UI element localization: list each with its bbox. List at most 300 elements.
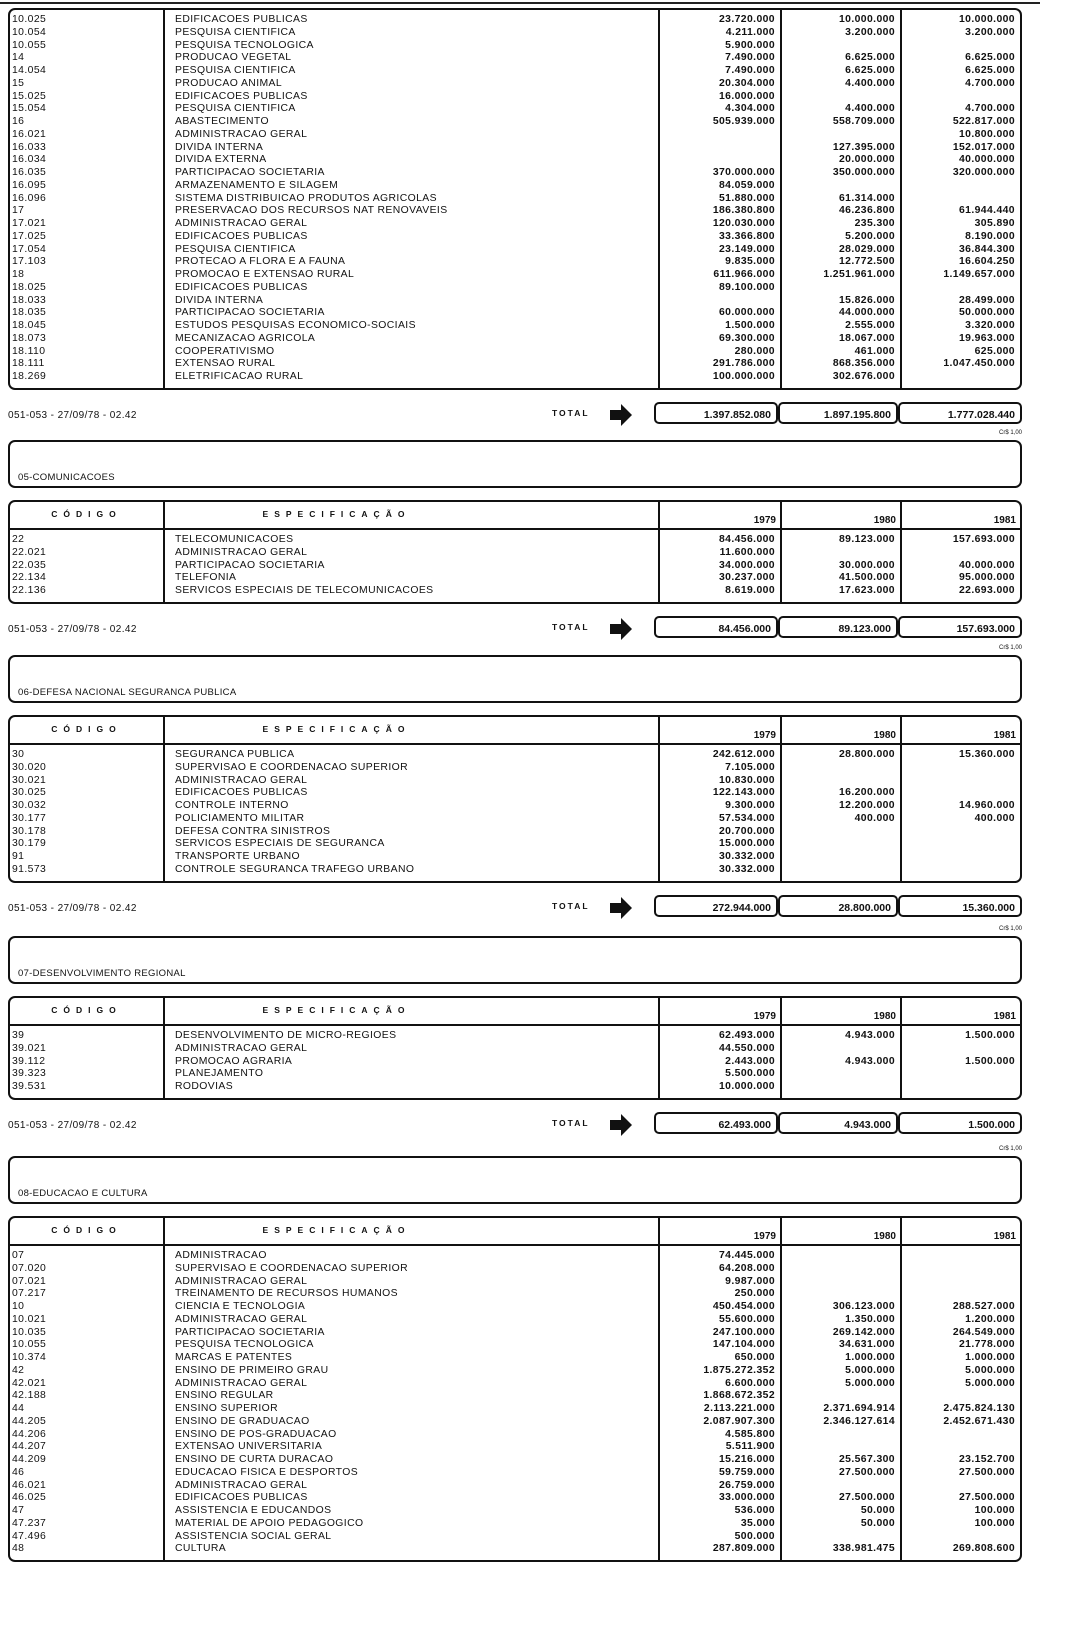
- column-especificacao: [163, 1246, 658, 1560]
- row-value: [782, 1288, 895, 1301]
- total-value: 89.123.000: [778, 616, 898, 638]
- row-value: 30.332.000: [718, 851, 775, 862]
- row-value: 1.047.450.000: [943, 358, 1015, 370]
- header-especificacao: [163, 502, 658, 530]
- row-specification: PESQUISA CIENTIFICA: [175, 243, 296, 255]
- row-value: 4.211.000: [725, 26, 775, 38]
- header-codigo-label: CÓDIGO: [51, 1005, 122, 1015]
- header-year-label: 1981: [993, 1231, 1016, 1242]
- row-code: 14.054: [12, 65, 47, 76]
- row-value: 4.585.800: [725, 1428, 775, 1440]
- print-stamp: 051-053 - 27/09/78 - 02.42: [8, 1119, 137, 1131]
- total-row: [8, 895, 1022, 921]
- row-code: 16.021: [12, 128, 47, 140]
- section-continuation: [8, 8, 1022, 428]
- row-specification: EDUCACAO FISICA E DESPORTOS: [175, 1466, 359, 1478]
- row-value: [782, 762, 895, 775]
- row-specification: MECANIZACAO AGRICOLA: [175, 332, 316, 344]
- header-year: [900, 717, 1020, 745]
- section-heading: [8, 936, 1022, 984]
- row-value: 34.631.000: [838, 1339, 895, 1351]
- row-specification: ELETRIFICACAO RURAL: [175, 371, 304, 382]
- row-specification: TELEFONIA: [175, 572, 237, 584]
- column-1979: [658, 10, 780, 388]
- header-especificacao: [163, 717, 658, 745]
- row-value: [902, 851, 1015, 864]
- row-value: 868.356.000: [832, 358, 895, 370]
- column-1981: [900, 745, 1020, 881]
- header-codigo-label: CÓDIGO: [51, 1225, 122, 1235]
- row-code: 18.045: [12, 320, 47, 331]
- row-code: 42: [12, 1364, 25, 1376]
- row-value: 95.000.000: [958, 572, 1015, 584]
- header-year: [658, 717, 780, 745]
- row-value: 611.966.000: [713, 269, 775, 280]
- column-1981: [900, 10, 1020, 388]
- header-year-label: 1980: [873, 1011, 896, 1022]
- row-specification: CONTROLE SEGURANCA TRAFEGO URBANO: [175, 863, 415, 875]
- row-code: 47: [12, 1505, 25, 1516]
- row-value: [902, 1081, 1015, 1094]
- row-value: 14.960.000: [958, 800, 1015, 811]
- row-value: 8.190.000: [965, 230, 1015, 242]
- row-value: [782, 1250, 895, 1263]
- header-year-label: 1979: [753, 1011, 776, 1022]
- row-value: 122.143.000: [712, 787, 775, 799]
- row-specification: ADMINISTRACAO GERAL: [175, 1275, 308, 1287]
- row-specification: EXTENSAO RURAL: [175, 358, 276, 370]
- row-code: 10.035: [12, 1326, 47, 1338]
- row-value: 505.939.000: [712, 116, 775, 127]
- row-value: 41.500.000: [838, 572, 895, 584]
- row-value: 6.625.000: [965, 52, 1015, 64]
- header-especificacao-label: ESPECIFICAÇÃO: [262, 1225, 411, 1235]
- data-table: [8, 8, 1022, 390]
- row-value: 2.475.824.130: [943, 1403, 1015, 1414]
- total-label: TOTAL: [552, 407, 590, 418]
- row-value: 2.346.127.614: [823, 1415, 895, 1427]
- row-value: [902, 1068, 1015, 1081]
- row-value: 6.625.000: [965, 65, 1015, 76]
- total-value: 84.456.000: [654, 616, 778, 638]
- row-value: 89.123.000: [838, 534, 895, 545]
- row-value: 450.454.000: [712, 1301, 775, 1312]
- top-rule: [0, 2, 1040, 4]
- header-codigo-label: CÓDIGO: [51, 509, 122, 519]
- header-especificacao: [163, 998, 658, 1026]
- row-value: 5.900.000: [725, 39, 775, 51]
- total-value: 62.493.000: [654, 1112, 778, 1134]
- row-value: 4.943.000: [845, 1030, 895, 1041]
- row-value: 2.113.221.000: [703, 1403, 775, 1414]
- row-specification: EDIFICACOES PUBLICAS: [175, 281, 308, 293]
- header-codigo-label: CÓDIGO: [51, 724, 122, 734]
- row-specification: MATERIAL DE APOIO PEDAGOGICO: [175, 1517, 364, 1529]
- row-value: [902, 180, 1015, 193]
- total-label: TOTAL: [552, 900, 590, 911]
- row-code: 39: [12, 1030, 25, 1041]
- row-value: [782, 1390, 895, 1403]
- row-value: 20.304.000: [718, 77, 775, 89]
- row-code: 17.021: [12, 218, 47, 229]
- row-value: 16.604.250: [958, 256, 1015, 268]
- row-code: 17.025: [12, 230, 47, 242]
- row-value: 5.000.000: [845, 1377, 895, 1389]
- row-specification: TREINAMENTO DE RECURSOS HUMANOS: [175, 1288, 398, 1300]
- row-value: 27.500.000: [838, 1466, 895, 1478]
- row-value: 50.000.000: [958, 307, 1015, 319]
- row-value: 2.452.671.430: [943, 1415, 1015, 1427]
- column-1980: [780, 1246, 900, 1560]
- row-code: 16.095: [12, 179, 47, 191]
- row-value: 625.000: [974, 345, 1015, 357]
- row-value: 400.000: [974, 812, 1015, 824]
- row-specification: SERVICOS ESPECIAIS DE TELECOMUNICACOES: [175, 585, 434, 596]
- row-specification: EDIFICACOES PUBLICAS: [175, 230, 308, 242]
- header-especificacao-label: ESPECIFICAÇÃO: [262, 724, 411, 734]
- row-specification: CIENCIA E TECNOLOGIA: [175, 1301, 306, 1312]
- row-code: 16: [12, 116, 25, 127]
- row-value: 1.251.961.000: [823, 269, 895, 280]
- row-code: 07.217: [12, 1288, 47, 1300]
- row-value: 1.868.672.352: [703, 1390, 775, 1402]
- row-value: [782, 1081, 895, 1094]
- row-specification: POLICIAMENTO MILITAR: [175, 812, 305, 824]
- row-value: 1.000.000: [845, 1352, 895, 1363]
- row-value: 2.555.000: [845, 320, 895, 331]
- row-specification: ENSINO DE CURTA DURACAO: [175, 1454, 334, 1465]
- unit-label: Cr$ 1,00: [998, 645, 1022, 651]
- section-title: 05-COMUNICACOES: [18, 472, 115, 483]
- row-value: 6.625.000: [845, 65, 895, 76]
- row-specification: EDIFICACOES PUBLICAS: [175, 1492, 308, 1504]
- row-value: 9.835.000: [725, 256, 775, 268]
- row-value: [660, 154, 775, 167]
- total-value: 15.360.000: [898, 895, 1022, 917]
- row-specification: EDIFICACOES PUBLICAS: [175, 90, 308, 102]
- column-1980: [780, 1026, 900, 1098]
- row-value: 302.676.000: [832, 371, 895, 382]
- section-heading: [8, 440, 1022, 488]
- row-value: 16.000.000: [718, 90, 775, 102]
- row-specification: DESENVOLVIMENTO DE MICRO-REGIOES: [175, 1030, 397, 1041]
- row-code: 30.177: [12, 812, 47, 824]
- header-year: [900, 998, 1020, 1026]
- header-year: [658, 502, 780, 530]
- column-1979: [658, 1026, 780, 1098]
- row-value: 320.000.000: [952, 167, 1015, 178]
- row-code: 10.025: [12, 14, 47, 25]
- row-value: [902, 1480, 1015, 1493]
- row-value: 461.000: [854, 345, 895, 357]
- row-value: 1.500.000: [725, 320, 775, 331]
- row-code: 17.103: [12, 256, 47, 268]
- header-year-label: 1981: [993, 1011, 1016, 1022]
- row-value: [902, 1531, 1015, 1544]
- row-code: 18.033: [12, 294, 47, 306]
- row-value: [902, 826, 1015, 839]
- column-codigo: [10, 1246, 163, 1560]
- row-specification: CONTROLE INTERNO: [175, 800, 289, 811]
- section-comunicacoes: [8, 430, 1022, 642]
- row-value: [782, 1480, 895, 1493]
- header-year-label: 1980: [873, 1231, 896, 1242]
- header-codigo: [10, 998, 163, 1026]
- row-specification: ABASTECIMENTO: [175, 116, 269, 127]
- row-specification: ARMAZENAMENTO E SILAGEM: [175, 179, 339, 191]
- total-value: 4.943.000: [778, 1112, 898, 1134]
- total-value: 157.693.000: [898, 616, 1022, 638]
- row-value: 12.772.500: [838, 256, 895, 268]
- total-row: [8, 616, 1022, 642]
- row-value: [902, 193, 1015, 206]
- row-value: 7.490.000: [725, 52, 775, 64]
- row-value: 15.360.000: [958, 749, 1015, 760]
- row-value: 1.350.000: [845, 1313, 895, 1325]
- row-code: 22.134: [12, 572, 47, 584]
- row-value: 27.500.000: [958, 1466, 1015, 1478]
- row-value: 10.000.000: [958, 14, 1015, 25]
- row-value: 147.104.000: [712, 1339, 775, 1351]
- row-specification: PRESERVACAO DOS RECURSOS NAT RENOVAVEIS: [175, 205, 448, 217]
- column-1981: [900, 530, 1020, 602]
- row-specification: DIVIDA INTERNA: [175, 141, 264, 153]
- row-specification: ADMINISTRACAO GERAL: [175, 774, 308, 786]
- row-specification: TELECOMUNICACOES: [175, 534, 294, 545]
- row-value: 305.890: [974, 218, 1015, 229]
- row-code: 07: [12, 1250, 25, 1261]
- row-value: 15.216.000: [718, 1454, 775, 1465]
- row-specification: ADMINISTRACAO GERAL: [175, 1479, 308, 1491]
- row-specification: PRODUCAO ANIMAL: [175, 77, 283, 89]
- header-year-label: 1980: [873, 730, 896, 741]
- row-value: 3.200.000: [965, 26, 1015, 38]
- header-year: [780, 502, 900, 530]
- row-value: 50.000: [860, 1517, 895, 1529]
- row-value: 34.000.000: [718, 559, 775, 571]
- total-label: TOTAL: [552, 621, 590, 632]
- row-specification: PARTICIPACAO SOCIETARIA: [175, 559, 325, 571]
- row-code: 44.209: [12, 1454, 47, 1465]
- row-value: 40.000.000: [958, 154, 1015, 166]
- row-value: 338.981.475: [832, 1543, 895, 1555]
- row-value: 20.700.000: [718, 825, 775, 837]
- row-value: [902, 40, 1015, 53]
- row-code: 15.054: [12, 103, 47, 115]
- column-codigo: [10, 1026, 163, 1098]
- row-specification: ENSINO REGULAR: [175, 1390, 274, 1402]
- row-value: 127.395.000: [832, 141, 895, 153]
- row-specification: SISTEMA DISTRIBUICAO PRODUTOS AGRICOLAS: [175, 192, 437, 204]
- row-value: 4.700.000: [965, 77, 1015, 89]
- row-value: 4.400.000: [845, 77, 895, 89]
- row-value: [782, 40, 895, 53]
- row-value: 27.500.000: [958, 1492, 1015, 1504]
- row-value: 7.105.000: [725, 761, 775, 773]
- row-code: 14: [12, 52, 25, 64]
- data-table: [8, 500, 1022, 604]
- print-stamp: 051-053 - 27/09/78 - 02.42: [8, 623, 137, 635]
- section-title: 07-DESENVOLVIMENTO REGIONAL: [18, 968, 186, 979]
- row-value: 62.493.000: [718, 1030, 775, 1041]
- row-value: 100.000.000: [712, 371, 775, 382]
- row-value: [902, 1250, 1015, 1263]
- row-value: 1.000.000: [965, 1352, 1015, 1363]
- row-specification: SUPERVISAO E COORDENACAO SUPERIOR: [175, 761, 408, 773]
- row-specification: ENSINO DE GRADUACAO: [175, 1415, 310, 1427]
- column-especificacao: [163, 530, 658, 602]
- row-code: 16.035: [12, 167, 47, 178]
- row-code: 16.033: [12, 141, 47, 153]
- unit-label: Cr$ 1,00: [998, 430, 1022, 436]
- row-specification: ENSINO DE POS-GRADUACAO: [175, 1428, 337, 1440]
- row-value: 74.445.000: [718, 1250, 775, 1261]
- row-code: 16.096: [12, 192, 47, 204]
- row-value: 61.944.440: [958, 205, 1015, 217]
- section-title: 06-DEFESA NACIONAL SEGURANCA PUBLICA: [18, 687, 237, 698]
- section-title: 08-EDUCACAO E CULTURA: [18, 1188, 148, 1199]
- row-value: 247.100.000: [712, 1326, 775, 1338]
- unit-label: Cr$ 1,00: [998, 1146, 1022, 1152]
- column-especificacao: [163, 1026, 658, 1098]
- row-specification: ADMINISTRACAO GERAL: [175, 128, 308, 140]
- total-value: 1.397.852.080: [654, 402, 778, 424]
- row-code: 18.110: [12, 345, 46, 357]
- column-especificacao: [163, 10, 658, 388]
- row-specification: PARTICIPACAO SOCIETARIA: [175, 1326, 325, 1338]
- row-value: 400.000: [854, 812, 895, 824]
- header-especificacao: [163, 1218, 658, 1246]
- total-value: 1.500.000: [898, 1112, 1022, 1134]
- row-code: 10.374: [12, 1352, 47, 1363]
- row-value: [782, 1263, 895, 1276]
- row-value: 5.511.900: [725, 1441, 775, 1453]
- row-specification: CULTURA: [175, 1543, 227, 1555]
- row-specification: ADMINISTRACAO: [175, 1250, 267, 1261]
- print-stamp: 051-053 - 27/09/78 - 02.42: [8, 409, 137, 421]
- row-value: [782, 547, 895, 560]
- row-value: [782, 826, 895, 839]
- unit-label: Cr$ 1,00: [998, 926, 1022, 932]
- header-year-label: 1979: [753, 1231, 776, 1242]
- header-year: [658, 998, 780, 1026]
- header-especificacao-label: ESPECIFICAÇÃO: [262, 509, 411, 519]
- row-code: 18.269: [12, 371, 47, 382]
- row-code: 91.573: [12, 863, 47, 875]
- row-value: 650.000: [734, 1352, 775, 1363]
- section-educacao: [8, 1146, 1022, 1562]
- row-value: 23.152.700: [958, 1454, 1015, 1465]
- header-codigo: [10, 717, 163, 745]
- row-code: 46.021: [12, 1479, 47, 1491]
- row-specification: PESQUISA TECNOLOGICA: [175, 1339, 314, 1351]
- row-code: 10.055: [12, 39, 47, 51]
- header-year-label: 1979: [753, 515, 776, 526]
- row-code: 91: [12, 851, 25, 862]
- row-code: 15: [12, 77, 25, 89]
- header-year: [780, 717, 900, 745]
- row-value: 1.149.657.000: [943, 269, 1015, 280]
- data-table: [8, 1216, 1022, 1562]
- row-code: 22.136: [12, 585, 47, 596]
- row-value: 5.000.000: [965, 1364, 1015, 1376]
- row-value: 157.693.000: [952, 534, 1015, 545]
- row-value: 35.000: [740, 1517, 775, 1529]
- row-value: 4.304.000: [725, 103, 775, 115]
- row-code: 44: [12, 1403, 25, 1414]
- row-specification: ASSISTENCIA SOCIAL GERAL: [175, 1530, 332, 1542]
- column-codigo: [10, 745, 163, 881]
- row-value: 1.500.000: [965, 1030, 1015, 1041]
- row-specification: ASSISTENCIA E EDUCANDOS: [175, 1505, 332, 1516]
- row-value: [782, 1068, 895, 1081]
- data-table: [8, 715, 1022, 883]
- row-code: 22.021: [12, 546, 47, 558]
- row-value: 1.200.000: [965, 1313, 1015, 1325]
- row-code: 30.020: [12, 761, 47, 773]
- row-code: 10.021: [12, 1313, 47, 1325]
- row-code: 47.237: [12, 1517, 47, 1529]
- row-value: 19.963.000: [958, 332, 1015, 344]
- row-specification: ADMINISTRACAO GERAL: [175, 1042, 308, 1054]
- row-value: 89.100.000: [718, 281, 775, 293]
- row-value: [782, 129, 895, 142]
- row-value: 2.443.000: [725, 1055, 775, 1067]
- row-specification: ADMINISTRACAO GERAL: [175, 218, 308, 229]
- section-heading: [8, 655, 1022, 703]
- row-specification: TRANSPORTE URBANO: [175, 851, 300, 862]
- row-value: 5.200.000: [845, 230, 895, 242]
- row-value: 100.000: [974, 1505, 1015, 1516]
- total-value: 1.777.028.440: [898, 402, 1022, 424]
- row-code: 39.021: [12, 1042, 47, 1054]
- row-value: [660, 129, 775, 142]
- row-specification: RODOVIAS: [175, 1081, 234, 1092]
- row-value: 536.000: [734, 1505, 775, 1516]
- row-value: 28.029.000: [838, 243, 895, 255]
- row-code: 10: [12, 1301, 25, 1312]
- row-value: [782, 864, 895, 877]
- row-specification: DEFESA CONTRA SINISTROS: [175, 825, 331, 837]
- row-value: 8.619.000: [725, 585, 775, 596]
- row-value: 28.800.000: [838, 749, 895, 760]
- total-label: TOTAL: [552, 1117, 590, 1128]
- row-specification: ADMINISTRACAO GERAL: [175, 546, 308, 558]
- row-value: 10.830.000: [718, 774, 775, 786]
- row-value: [902, 1043, 1015, 1056]
- row-value: 558.709.000: [832, 116, 895, 127]
- column-1980: [780, 530, 900, 602]
- row-value: [902, 1429, 1015, 1442]
- row-value: 16.200.000: [838, 787, 895, 799]
- row-code: 07.020: [12, 1262, 47, 1274]
- row-value: 50.000: [860, 1505, 895, 1516]
- section-heading: [8, 1156, 1022, 1204]
- print-stamp: 051-053 - 27/09/78 - 02.42: [8, 902, 137, 914]
- total-value: 28.800.000: [778, 895, 898, 917]
- row-value: 84.456.000: [718, 534, 775, 545]
- total-row: [8, 1112, 1022, 1138]
- row-value: [902, 838, 1015, 851]
- row-specification: PESQUISA CIENTIFICA: [175, 103, 296, 115]
- row-value: [782, 282, 895, 295]
- row-value: 10.000.000: [838, 14, 895, 25]
- row-code: 39.323: [12, 1068, 47, 1080]
- row-value: [902, 1263, 1015, 1276]
- row-value: 20.000.000: [838, 154, 895, 166]
- data-table: [8, 996, 1022, 1100]
- row-value: 370.000.000: [712, 167, 775, 178]
